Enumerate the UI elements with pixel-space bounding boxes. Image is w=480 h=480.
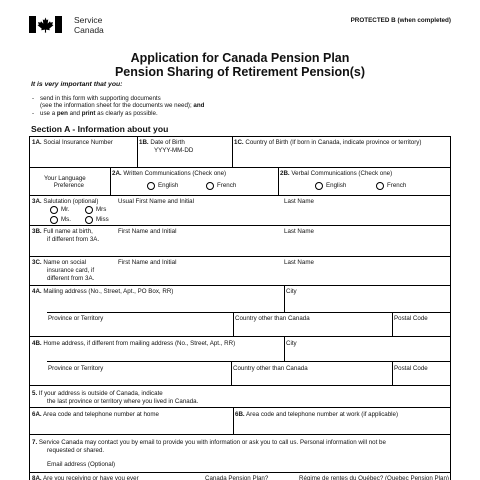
- field-1c-label: [234, 139, 421, 146]
- field-6b-label: [235, 411, 398, 418]
- field-7-label-cont: requested or shared.: [47, 447, 105, 454]
- form-title-line-1: Application for Canada Pension Plan: [130, 51, 350, 65]
- email-label: Email address (Optional): [47, 461, 116, 468]
- verbal-french-option[interactable]: [376, 182, 406, 190]
- row-divider: [30, 195, 450, 196]
- instruction-item: [31, 110, 451, 117]
- field-label: Verbal Communications (Check one): [291, 170, 393, 177]
- instruction-text: (see the information sheet for the documents we need);: [40, 101, 192, 109]
- field-number: 7.: [32, 439, 38, 446]
- qpp-label: Régime de rentes du Québec? (Quebec Pension Plan): [299, 475, 449, 480]
- field-label: Date of Birth: [150, 139, 185, 146]
- cpp-label: Canada Pension Plan?: [205, 475, 269, 480]
- divider: [232, 137, 233, 167]
- field-number: 3C.: [32, 259, 42, 266]
- field-2a-label: [112, 170, 226, 177]
- row-divider: [30, 167, 450, 168]
- field-1b-label: [139, 139, 185, 146]
- country-label: Country other than Canada: [233, 365, 308, 372]
- field-number: 4A.: [32, 288, 42, 295]
- bullet-dash: -: [32, 94, 35, 102]
- row-divider: [30, 472, 450, 473]
- row-divider: [30, 434, 450, 435]
- important-notice: It is very important that you:: [31, 81, 123, 88]
- option-label: English: [158, 182, 179, 190]
- date-format-hint: YYYY-MM-DD: [154, 147, 194, 154]
- section-a-title: Section A - Information about you: [31, 124, 169, 134]
- salutation-mr-option[interactable]: [50, 206, 70, 214]
- field-5-label-cont: the last province or territory where you lived in Canada.: [47, 398, 199, 405]
- radio-icon[interactable]: [50, 216, 58, 224]
- salutation-ms-option[interactable]: [50, 216, 71, 224]
- field-3c-label-cont: insurance card, if: [47, 267, 95, 274]
- row-divider: [47, 361, 450, 362]
- field-label: Social Insurance Number: [43, 139, 113, 146]
- last-name-label: Last Name: [284, 228, 314, 235]
- field-number: 3B.: [32, 228, 42, 235]
- written-english-option[interactable]: [147, 182, 178, 190]
- field-label: Country of Birth (If born in Canada, indicate province or territory): [245, 139, 422, 146]
- row-divider: [30, 225, 450, 226]
- field-label: Mailing address (No., Street, Apt., PO Box, RR): [43, 288, 174, 295]
- usual-first-name-label: Usual First Name and Initial: [118, 198, 194, 205]
- field-number: 6B.: [235, 411, 245, 418]
- instruction-item: [31, 95, 451, 109]
- field-3c-label: [32, 259, 86, 266]
- field-number: 2A.: [112, 170, 122, 177]
- field-6a-label: [32, 411, 159, 418]
- department-signature: [74, 15, 104, 35]
- salutation-miss-option[interactable]: [85, 216, 109, 224]
- city-label: City: [286, 288, 297, 295]
- form-title-line-2: Pension Sharing of Retirement Pension(s): [114, 65, 366, 79]
- field-label: Service Canada may contact you by email to provide you with information or ask you to call us. Personal information will not be: [38, 439, 386, 446]
- field-2b-label: [280, 170, 392, 177]
- instruction-text: use a: [40, 110, 56, 118]
- salutation-mrs-option[interactable]: [85, 206, 106, 214]
- row-divider: [30, 256, 450, 257]
- first-name-label: First Name and Initial: [118, 228, 177, 235]
- instruction-emphasis: print: [81, 110, 96, 118]
- field-number: 1B.: [139, 139, 149, 146]
- first-name-label: First Name and Initial: [118, 259, 177, 266]
- instruction-emphasis: pen: [56, 110, 68, 118]
- province-label: Province or Territory: [48, 315, 104, 322]
- radio-icon[interactable]: [376, 182, 384, 190]
- signature-line-2: Canada: [74, 25, 104, 35]
- option-label: French: [217, 182, 237, 190]
- signature-line-1: Service: [74, 15, 103, 25]
- field-3b-label: [32, 228, 93, 235]
- instruction-text: send in this form with supporting documents: [40, 94, 161, 102]
- radio-icon[interactable]: [315, 182, 323, 190]
- field-4b-label: [32, 340, 235, 347]
- instruction-emphasis: and: [193, 101, 205, 109]
- divider: [284, 285, 285, 312]
- country-label: Country other than Canada: [235, 315, 310, 322]
- field-label: Area code and telephone number at work (if applicable): [246, 411, 399, 418]
- option-label: English: [326, 182, 347, 190]
- field-number: 1A.: [32, 139, 42, 146]
- divider: [233, 407, 234, 434]
- radio-icon[interactable]: [147, 182, 155, 190]
- divider: [392, 312, 393, 336]
- option-label: Miss: [96, 216, 109, 224]
- instruction-text: and: [69, 110, 80, 118]
- province-label: Province or Territory: [48, 365, 104, 372]
- field-3c-label-cont: different from 3A.: [47, 275, 95, 282]
- label-line: Preference: [53, 182, 85, 190]
- option-label: Mrs: [96, 206, 107, 214]
- row-divider: [47, 312, 450, 313]
- divider: [392, 361, 393, 385]
- postal-code-label: Postal Code: [394, 315, 428, 322]
- option-label: Mr.: [61, 206, 70, 214]
- divider: [284, 336, 285, 361]
- field-number: 4B.: [32, 340, 42, 347]
- radio-icon[interactable]: [50, 206, 58, 214]
- field-1a-label: [32, 139, 113, 146]
- option-label: French: [387, 182, 407, 190]
- canada-flag-icon: [29, 16, 62, 33]
- row-divider: [30, 385, 450, 386]
- divider: [137, 137, 138, 167]
- instruction-text-cont: [40, 102, 451, 109]
- field-number: 5.: [32, 390, 38, 397]
- field-number: 3A.: [32, 198, 42, 205]
- row-divider: [30, 336, 450, 337]
- row-divider: [30, 407, 450, 408]
- field-label: Written Communications (Check one): [123, 170, 227, 177]
- radio-icon[interactable]: [85, 206, 93, 214]
- field-label: Are you receiving or have you ever: [43, 475, 139, 480]
- field-label: Area code and telephone number at home: [43, 411, 159, 418]
- divider: [233, 312, 234, 336]
- field-label: Home address, if different from mailing address (No., Street, Apt., RR): [43, 340, 236, 347]
- field-3a-label: [32, 198, 98, 205]
- postal-code-label: Postal Code: [394, 365, 428, 372]
- last-name-label: Last Name: [284, 259, 314, 266]
- label-line: Your Language: [44, 175, 86, 182]
- city-label: City: [286, 340, 297, 347]
- section-a-form: [29, 136, 451, 480]
- field-8a-label: [32, 475, 139, 480]
- verbal-english-option[interactable]: [315, 182, 346, 190]
- field-label: If your address is outside of Canada, indicate: [38, 390, 163, 397]
- instruction-text: as clearly as possible.: [97, 110, 158, 118]
- field-3b-label-cont: if different from 3A.: [47, 236, 100, 243]
- radio-icon[interactable]: [85, 216, 93, 224]
- field-7-label: [32, 439, 386, 446]
- field-4a-label: [32, 288, 173, 295]
- field-number: 8A.: [32, 475, 42, 480]
- option-label: Ms.: [61, 216, 71, 224]
- instructions: [31, 81, 451, 117]
- divider: [278, 167, 279, 195]
- field-number: 6A.: [32, 411, 42, 418]
- field-5-label: [32, 390, 163, 397]
- field-label: Salutation (optional): [43, 198, 99, 205]
- radio-icon[interactable]: [206, 182, 214, 190]
- field-label: Name on social: [43, 259, 87, 266]
- language-preference-label: [44, 175, 86, 189]
- bullet-dash: -: [32, 110, 35, 118]
- written-french-option[interactable]: [206, 182, 236, 190]
- last-name-label: Last Name: [284, 198, 314, 205]
- protected-label: PROTECTED B (when completed): [350, 17, 451, 24]
- field-label: Full name at birth,: [43, 228, 93, 235]
- divider: [110, 167, 111, 195]
- page-header: [0, 0, 480, 46]
- row-divider: [30, 285, 450, 286]
- field-number: 2B.: [280, 170, 290, 177]
- divider: [231, 361, 232, 385]
- field-number: 1C.: [234, 139, 244, 146]
